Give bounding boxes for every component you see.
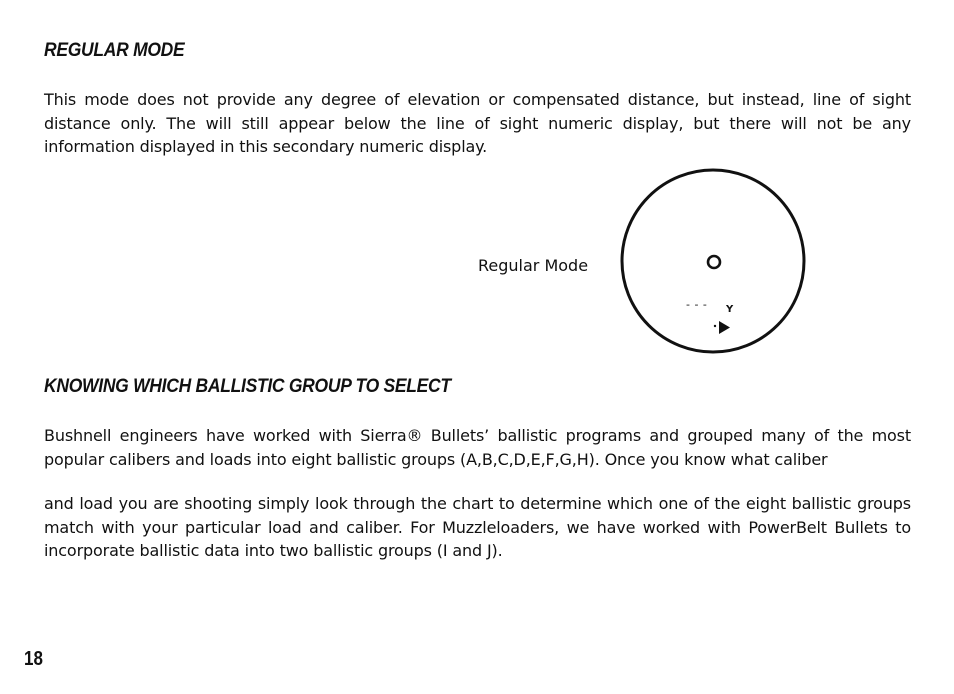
play-triangle-icon (719, 321, 730, 334)
yards-unit-indicator: Y (726, 304, 734, 315)
indicator-dot (714, 325, 716, 327)
ballistic-group-paragraph-2: and load you are shooting simply look through the chart to determine which one of the eight ballistic groups match with your particular load and caliber. For Muzzleloaders, we have worked with PowerBelt Bullets to incorporate ballistic data into two ballistic groups (I and J). (44, 494, 911, 560)
regular-mode-heading: REGULAR MODE (44, 40, 185, 61)
aiming-reticle-icon (708, 256, 720, 268)
secondary-display-dashes: - - - (686, 298, 708, 311)
rangefinder-display-diagram (618, 166, 808, 356)
regular-mode-paragraph: This mode does not provide any degree of elevation or compensated distance, but instead, line of sight distance only. The will still appear below the line of sight numeric display, but there will not be any information displayed in this secondary numeric display. (44, 90, 911, 156)
ballistic-group-heading: KNOWING WHICH BALLISTIC GROUP TO SELECT (44, 376, 451, 397)
ballistic-group-paragraph-1: Bushnell engineers have worked with Sierra® Bullets’ ballistic programs and grouped many of the most popular calibers and loads into eight ballistic groups (A,B,C,D,E,F,G,H). Once you know what caliber (44, 426, 911, 469)
viewfinder-circle (622, 170, 804, 352)
figure-caption: Regular Mode (478, 256, 589, 275)
page-number: 18 (24, 648, 43, 670)
